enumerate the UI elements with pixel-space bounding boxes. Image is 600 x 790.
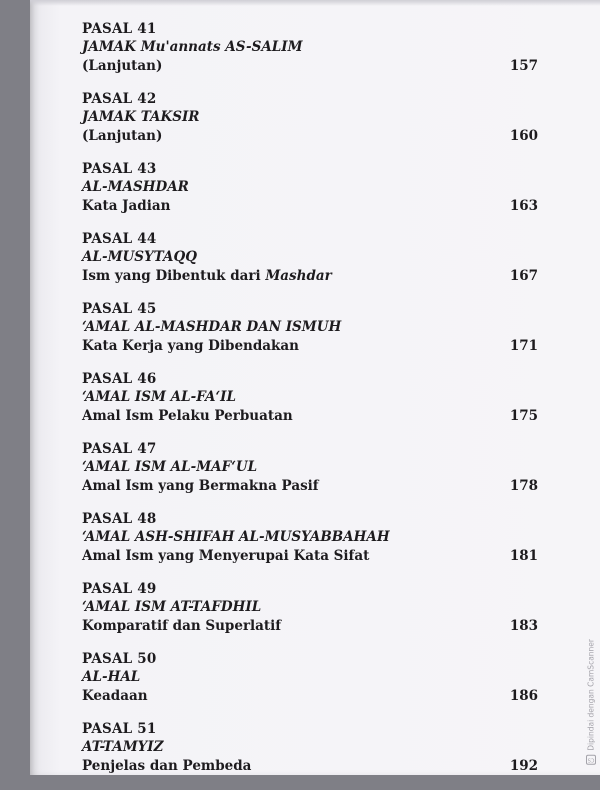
page-number: 160 bbox=[509, 128, 538, 144]
chapter-arabic-title: AL-HAL bbox=[82, 669, 141, 685]
chapter-arabic-title: ‘AMAL ISM AT-TAFDHIL bbox=[82, 599, 262, 615]
toc-entry-2[interactable] bbox=[82, 90, 538, 160]
page-number: 171 bbox=[509, 338, 538, 354]
toc-entry-1[interactable] bbox=[82, 20, 538, 90]
chapter-arabic-title: ‘AMAL ASH-SHIFAH AL-MUSYABBAHAH bbox=[82, 529, 390, 545]
chapter-indonesian-title: Penjelas dan Pembeda bbox=[82, 758, 252, 774]
page-number: 178 bbox=[509, 478, 538, 494]
page-top-shadow bbox=[30, 0, 600, 6]
toc-entry-9[interactable] bbox=[82, 580, 538, 650]
table-of-contents bbox=[82, 20, 538, 790]
chapter-number: PASAL 44 bbox=[82, 231, 157, 247]
chapter-indonesian-title: Komparatif dan Superlatif bbox=[82, 618, 282, 634]
chapter-indonesian-title: Kata Jadian bbox=[82, 198, 171, 214]
camscanner-icon: CS bbox=[587, 757, 595, 763]
chapter-number: PASAL 48 bbox=[82, 511, 157, 527]
page-number: 181 bbox=[509, 548, 538, 564]
toc-entry-11[interactable] bbox=[82, 720, 538, 790]
toc-entry-6[interactable] bbox=[82, 370, 538, 440]
page-number: 175 bbox=[509, 408, 538, 424]
chapter-arabic-title: AT-TAMYIZ bbox=[82, 739, 164, 755]
chapter-number: PASAL 43 bbox=[82, 161, 157, 177]
page-number: 192 bbox=[509, 758, 538, 774]
chapter-number: PASAL 50 bbox=[82, 651, 157, 667]
chapter-indonesian-title: (Lanjutan) bbox=[82, 58, 163, 74]
chapter-indonesian-title: Amal Ism yang Menyerupai Kata Sifat bbox=[82, 548, 370, 564]
chapter-indonesian-title-text: Ism yang Dibentuk dari bbox=[82, 268, 266, 284]
page-number: 157 bbox=[509, 58, 538, 74]
toc-entry-8[interactable] bbox=[82, 510, 538, 580]
chapter-number: PASAL 51 bbox=[82, 721, 157, 737]
chapter-indonesian-title: Kata Kerja yang Dibendakan bbox=[82, 338, 299, 354]
page-number: 163 bbox=[509, 198, 538, 214]
chapter-number: PASAL 41 bbox=[82, 21, 157, 37]
chapter-arabic-title: AL-MUSYTAQQ bbox=[82, 249, 197, 265]
chapter-arabic-title: ‘AMAL ISM AL-MAF‘UL bbox=[82, 459, 258, 475]
chapter-indonesian-title-term: Mashdar bbox=[265, 268, 332, 284]
chapter-number: PASAL 45 bbox=[82, 301, 157, 317]
toc-entry-10[interactable] bbox=[82, 650, 538, 720]
chapter-number: PASAL 42 bbox=[82, 91, 157, 107]
document-page bbox=[30, 0, 600, 775]
chapter-indonesian-title: (Lanjutan) bbox=[82, 128, 163, 144]
watermark-text: Dipindai dengan CamScanner bbox=[586, 639, 596, 751]
chapter-arabic-title: JAMAK TAKSIR bbox=[82, 109, 200, 125]
page-number: 167 bbox=[509, 268, 538, 284]
toc-entry-4[interactable] bbox=[82, 230, 538, 300]
chapter-number: PASAL 47 bbox=[82, 441, 157, 457]
scanner-watermark bbox=[586, 639, 596, 765]
page-number: 186 bbox=[509, 688, 538, 704]
toc-entry-5[interactable] bbox=[82, 300, 538, 370]
chapter-arabic-title: AL-MASHDAR bbox=[82, 179, 189, 195]
toc-entry-3[interactable] bbox=[82, 160, 538, 230]
chapter-arabic-title: ‘AMAL ISM AL-FA‘IL bbox=[82, 389, 236, 405]
chapter-indonesian-title: Keadaan bbox=[82, 688, 148, 704]
page-number: 183 bbox=[509, 618, 538, 634]
chapter-arabic-title: JAMAK Mu'annats AS-SALIM bbox=[82, 39, 303, 55]
chapter-number: PASAL 46 bbox=[82, 371, 157, 387]
chapter-indonesian-title: Amal Ism yang Bermakna Pasif bbox=[82, 478, 319, 494]
toc-entry-7[interactable] bbox=[82, 440, 538, 510]
chapter-indonesian-title bbox=[82, 267, 332, 285]
chapter-indonesian-title: Amal Ism Pelaku Perbuatan bbox=[82, 408, 293, 424]
chapter-arabic-title: ‘AMAL AL-MASHDAR DAN ISMUH bbox=[82, 319, 342, 335]
chapter-number: PASAL 49 bbox=[82, 581, 157, 597]
